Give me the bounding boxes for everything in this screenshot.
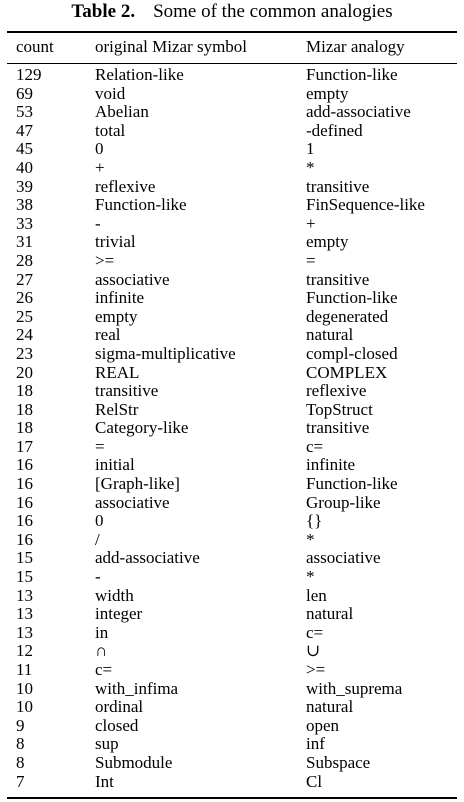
cell-count: 20 <box>16 362 33 382</box>
cell-count: 23 <box>16 343 33 363</box>
cell-original-symbol: sigma-multiplicative <box>95 343 236 363</box>
cell-original-symbol: width <box>95 585 134 605</box>
table-row <box>0 196 464 215</box>
cell-original-symbol: sup <box>95 734 119 754</box>
cell-count: 15 <box>16 548 33 568</box>
cell-original-symbol: ordinal <box>95 697 144 717</box>
cell-original-symbol: Int <box>95 771 114 791</box>
cell-original-symbol: reflexive <box>95 176 156 196</box>
cell-count: 9 <box>16 715 25 735</box>
cell-analogy: Group-like <box>306 492 381 512</box>
cell-count: 16 <box>16 455 33 475</box>
table-caption-text: Some of the common analogies <box>153 1 393 22</box>
table-body <box>0 66 464 791</box>
cell-original-symbol: Category-like <box>95 418 189 438</box>
table-row <box>0 103 464 122</box>
cell-original-symbol: Relation-like <box>95 65 184 84</box>
cell-original-symbol: c= <box>95 660 113 679</box>
table-label: Table 2. <box>71 1 136 22</box>
cell-count: 16 <box>16 474 33 494</box>
cell-analogy: associative <box>306 548 381 568</box>
table-bottom-rule <box>7 797 457 799</box>
table-row <box>0 85 464 104</box>
cell-original-symbol: Function-like <box>95 195 187 215</box>
table-row <box>0 122 464 141</box>
cell-count: 40 <box>16 157 33 177</box>
cell-count: 16 <box>16 511 33 531</box>
table-row <box>0 587 464 606</box>
cell-analogy: Subspace <box>306 752 371 772</box>
cell-count: 28 <box>16 250 33 270</box>
table-row <box>0 717 464 736</box>
table-row <box>0 233 464 252</box>
cell-count: 12 <box>16 641 33 661</box>
cell-analogy: FinSequence-like <box>306 195 425 215</box>
cell-original-symbol: RelStr <box>95 399 139 419</box>
cell-original-symbol: trivial <box>95 232 136 252</box>
cell-analogy: Function-like <box>306 474 398 494</box>
cell-analogy: transitive <box>306 418 370 438</box>
cell-original-symbol: / <box>95 529 100 549</box>
cell-original-symbol: in <box>95 622 109 642</box>
table-row <box>0 531 464 550</box>
cell-count: 129 <box>16 65 42 84</box>
cell-count: 69 <box>16 83 33 103</box>
cell-count: 13 <box>16 622 33 642</box>
cell-analogy: Function-like <box>306 65 398 84</box>
cell-count: 8 <box>16 734 25 754</box>
table-row <box>0 252 464 271</box>
cell-analogy: empty <box>306 83 349 103</box>
table-row <box>0 215 464 234</box>
cell-original-symbol: 0 <box>95 511 104 531</box>
cell-analogy: Cl <box>306 771 323 791</box>
cell-original-symbol: - <box>95 213 101 233</box>
cell-original-symbol: empty <box>95 306 138 326</box>
table-row <box>0 680 464 699</box>
cell-count: 33 <box>16 213 33 233</box>
cell-analogy: {} <box>306 511 323 531</box>
cell-analogy: compl-closed <box>306 343 398 363</box>
cell-analogy: * <box>306 529 315 549</box>
table-row <box>0 271 464 290</box>
table-row <box>0 140 464 159</box>
table-row <box>0 345 464 364</box>
cell-count: 10 <box>16 697 33 717</box>
cell-analogy: ∪ <box>306 641 321 661</box>
header-analogy: Mizar analogy <box>306 37 405 56</box>
cell-original-symbol: integer <box>95 604 143 624</box>
table-row <box>0 773 464 792</box>
cell-analogy: open <box>306 715 340 735</box>
cell-original-symbol: >= <box>95 250 115 270</box>
cell-original-symbol: [Graph-like] <box>95 474 180 494</box>
cell-count: 31 <box>16 232 33 252</box>
header-count: count <box>16 37 54 56</box>
cell-count: 17 <box>16 436 33 456</box>
cell-analogy: infinite <box>306 455 356 475</box>
cell-count: 24 <box>16 325 33 345</box>
cell-analogy: inf <box>306 734 325 754</box>
cell-count: 45 <box>16 139 33 159</box>
cell-original-symbol: Abelian <box>95 102 149 122</box>
cell-original-symbol: - <box>95 567 101 587</box>
table-row <box>0 661 464 680</box>
table-header-row <box>0 35 464 59</box>
cell-count: 53 <box>16 102 33 122</box>
cell-count: 47 <box>16 120 33 140</box>
cell-original-symbol: infinite <box>95 288 145 308</box>
cell-analogy: len <box>306 585 327 605</box>
cell-analogy: * <box>306 567 315 587</box>
cell-count: 39 <box>16 176 33 196</box>
table-header-rule <box>7 63 457 64</box>
cell-analogy: * <box>306 157 315 177</box>
cell-original-symbol: with_infima <box>95 678 179 698</box>
cell-analogy: degenerated <box>306 306 389 326</box>
table-row <box>0 364 464 383</box>
cell-analogy: empty <box>306 232 349 252</box>
cell-count: 16 <box>16 529 33 549</box>
cell-original-symbol: = <box>95 436 105 456</box>
cell-analogy: c= <box>306 436 324 456</box>
cell-original-symbol: REAL <box>95 362 140 382</box>
cell-count: 10 <box>16 678 33 698</box>
cell-count: 18 <box>16 399 33 419</box>
cell-analogy: with_suprema <box>306 678 403 698</box>
table-row <box>0 382 464 401</box>
table-row <box>0 512 464 531</box>
cell-original-symbol: + <box>95 157 105 177</box>
cell-analogy: c= <box>306 622 324 642</box>
cell-analogy: -defined <box>306 120 363 140</box>
cell-count: 18 <box>16 381 33 401</box>
cell-original-symbol: ∩ <box>95 641 108 661</box>
cell-count: 16 <box>16 492 33 512</box>
cell-count: 18 <box>16 418 33 438</box>
cell-analogy: 1 <box>306 139 315 159</box>
table-row <box>0 178 464 197</box>
cell-original-symbol: closed <box>95 715 139 735</box>
cell-analogy: natural <box>306 697 354 717</box>
cell-original-symbol: associative <box>95 269 170 289</box>
table-row <box>0 308 464 327</box>
cell-original-symbol: void <box>95 83 126 103</box>
cell-original-symbol: initial <box>95 455 135 475</box>
table-row <box>0 66 464 85</box>
cell-original-symbol: Submodule <box>95 752 173 772</box>
table-row <box>0 419 464 438</box>
table-row <box>0 401 464 420</box>
table-row <box>0 624 464 643</box>
cell-count: 8 <box>16 752 25 772</box>
cell-analogy: natural <box>306 325 354 345</box>
cell-analogy: transitive <box>306 176 370 196</box>
table-row <box>0 475 464 494</box>
table-row <box>0 494 464 513</box>
cell-count: 13 <box>16 604 33 624</box>
table-row <box>0 549 464 568</box>
cell-count: 15 <box>16 567 33 587</box>
header-original-symbol: original Mizar symbol <box>95 37 248 56</box>
table-top-rule <box>7 31 457 33</box>
table-row <box>0 568 464 587</box>
table-row <box>0 754 464 773</box>
table-row <box>0 159 464 178</box>
cell-count: 27 <box>16 269 33 289</box>
cell-count: 26 <box>16 288 33 308</box>
table-row <box>0 642 464 661</box>
cell-count: 38 <box>16 195 33 215</box>
cell-count: 25 <box>16 306 33 326</box>
table-row <box>0 438 464 457</box>
table-caption <box>0 0 464 26</box>
cell-analogy: natural <box>306 604 354 624</box>
table-row <box>0 698 464 717</box>
cell-original-symbol: add-associative <box>95 548 200 568</box>
cell-original-symbol: transitive <box>95 381 159 401</box>
cell-original-symbol: 0 <box>95 139 104 159</box>
cell-analogy: = <box>306 250 316 270</box>
table-row <box>0 326 464 345</box>
cell-analogy: COMPLEX <box>306 362 388 382</box>
cell-count: 13 <box>16 585 33 605</box>
cell-count: 11 <box>16 660 33 679</box>
cell-analogy: + <box>306 213 316 233</box>
cell-analogy: transitive <box>306 269 370 289</box>
cell-analogy: TopStruct <box>306 399 373 419</box>
cell-analogy: add-associative <box>306 102 411 122</box>
cell-analogy: >= <box>306 660 326 679</box>
table-row <box>0 456 464 475</box>
table-row <box>0 605 464 624</box>
cell-original-symbol: associative <box>95 492 170 512</box>
cell-original-symbol: total <box>95 120 126 140</box>
cell-count: 7 <box>16 771 25 791</box>
cell-analogy: Function-like <box>306 288 398 308</box>
cell-analogy: reflexive <box>306 381 367 401</box>
cell-original-symbol: real <box>95 325 121 345</box>
table-row <box>0 289 464 308</box>
table-row <box>0 735 464 754</box>
